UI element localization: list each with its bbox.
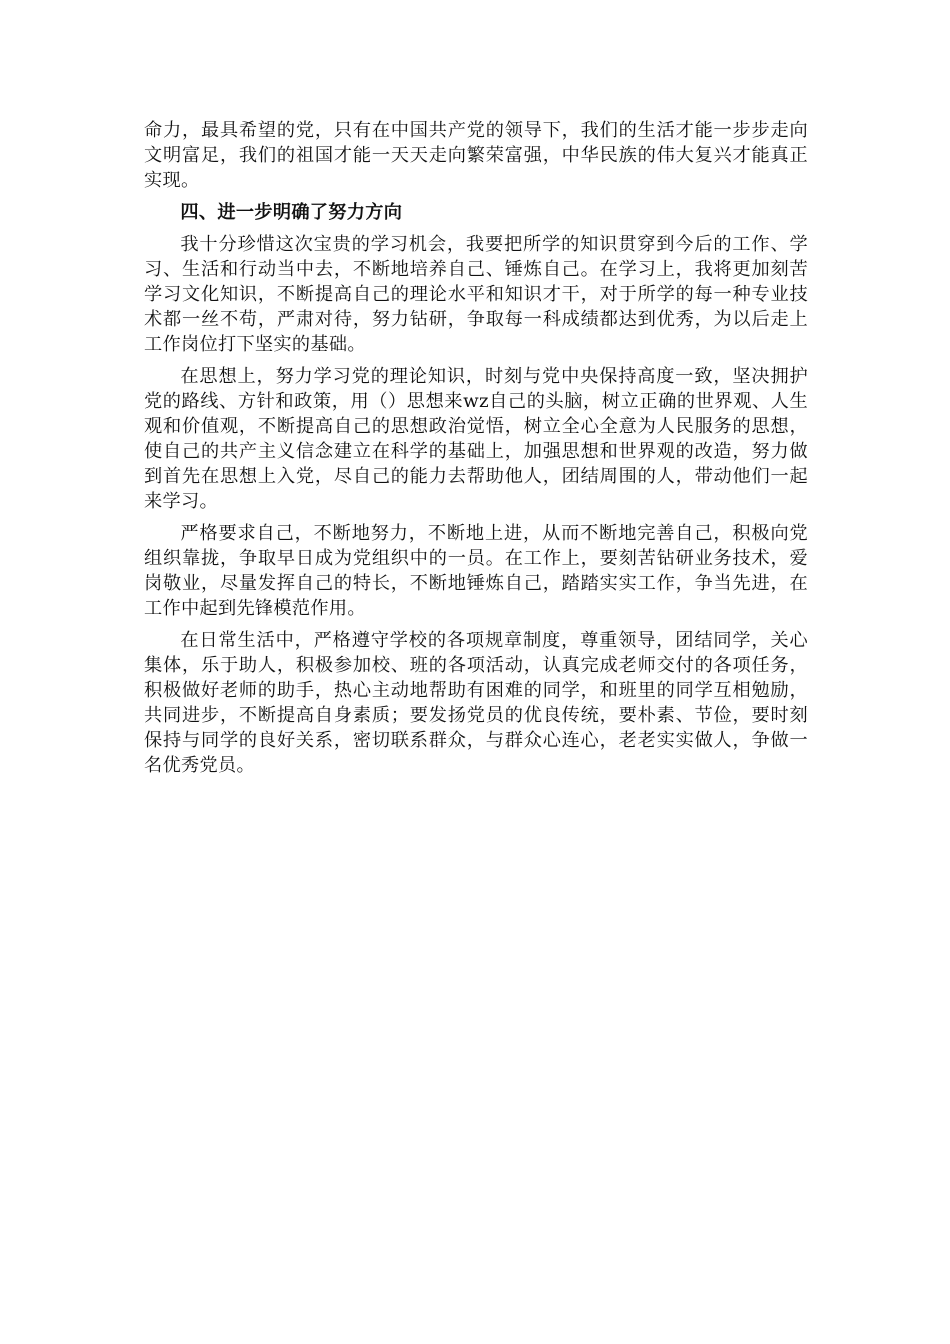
document-page [144, 118, 808, 778]
body-paragraph-4: 在日常生活中，严格遵守学校的各项规章制度，尊重领导，团结同学，关心集体，乐于助人，积极参加校、班的各项活动，认真完成老师交付的各项任务，积极做好老师的助手，热心主动地帮助有困难的同学，和班里的同学互相勉励，共同进步，不断提高自身素质；要发扬党员的优良传统，要朴素、节俭，要时刻保持与同学的良好关系，密切联系群众，与群众心连心，老老实实做人，争做一名优秀党员。 [144, 630, 808, 776]
body-paragraph-2: 在思想上，努力学习党的理论知识，时刻与党中央保持高度一致，坚决拥护党的路线、方针和政策，用（）思想来wz自己的头脑，树立正确的世界观、人生观和价值观，不断提高自己的思想政治觉悟，树立全心全意为人民服务的思想，使自己的共产主义信念建立在科学的基础上，加强思想和世界观的改造，努力做到首先在思想上入党，尽自己的能力去帮助他人，团结周围的人，带动他们一起来学习。 [144, 366, 808, 512]
body-paragraph-3: 严格要求自己，不断地努力，不断地上进，从而不断地完善自己，积极向党组织靠拢，争取早日成为党组织中的一员。在工作上，要刻苦钻研业务技术，爱岗敬业，尽量发挥自己的特长，不断地锤炼自己，踏踏实实工作，争当先进，在工作中起到先锋模范作用。 [144, 523, 808, 619]
continuation-paragraph: 命力，最具希望的党，只有在中国共产党的领导下，我们的生活才能一步步走向文明富足，我们的祖国才能一天天走向繁荣富强，中华民族的伟大复兴才能真正实现。 [144, 120, 808, 191]
section-heading: 四、进一步明确了努力方向 [180, 202, 403, 223]
body-paragraph-1: 我十分珍惜这次宝贵的学习机会，我要把所学的知识贯穿到今后的工作、学习、生活和行动当中去，不断地培养自己、锤炼自己。在学习上，我将更加刻苦学习文化知识，不断提高自己的理论水平和知识才干，对于所学的每一种专业技术都一丝不苟，严肃对待，努力钻研，争取每一科成绩都达到优秀，为以后走上工作岗位打下坚实的基础。 [144, 234, 808, 355]
